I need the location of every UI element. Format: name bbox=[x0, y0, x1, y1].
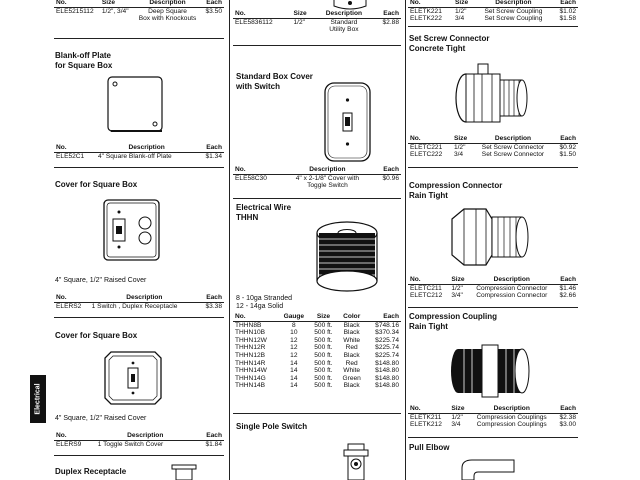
cell-size: 500 ft. bbox=[314, 374, 333, 382]
deep-box-table: No. Size Description Each ELE5215112 1/2", 3/4" Deep Square $3.50 Box with Knockouts bbox=[56, 0, 222, 23]
cell-no: THHN14G bbox=[235, 374, 266, 382]
cell-no: THHN10B bbox=[235, 329, 266, 337]
cell-no: ELETK222 bbox=[410, 15, 442, 23]
cover-duplex-title: Cover for Square Box bbox=[55, 180, 138, 189]
cell-no: ELETC212 bbox=[410, 292, 443, 300]
cell-size: 500 ft. bbox=[314, 367, 333, 375]
cell-no: THHN14W bbox=[235, 367, 267, 375]
table-row bbox=[233, 352, 401, 360]
cell-color: Black bbox=[343, 329, 360, 337]
cell-size: 1/2" bbox=[453, 143, 466, 151]
compression-connector-image bbox=[446, 203, 532, 271]
wire-table: No. Gauge Size Color Each THHN8B 8 500 ft. Black $748.16 THHN10B 10 500 ft. Black $370.34 THHN12W 12 500 ft. White $225.74 THHN12R 12 500 ft. Red $225.74 THHN12B 12 500 ft. Black $225.74 THHN14R 14 500 ft. Red $148.80 THHN14W 14 500 ft. White $148.80 THHN14G 14 500 ft. Green $148.80 THHN14B 14 500 ft. Black $148.80 bbox=[235, 313, 399, 390]
cell-size: 1/2" bbox=[455, 7, 467, 15]
table-row bbox=[408, 15, 578, 23]
cell-price: $225.74 bbox=[375, 336, 399, 344]
table-row bbox=[233, 375, 401, 383]
cover-toggle-title: Cover for Square Box bbox=[55, 331, 138, 340]
compression-connector-title: Compression Connector Rain Tight bbox=[409, 181, 503, 200]
box-cover-image bbox=[322, 80, 374, 164]
cell-no: ELETK211 bbox=[410, 413, 442, 421]
cell-size: 3/4 bbox=[455, 15, 465, 23]
table-row bbox=[408, 284, 578, 292]
divider bbox=[408, 307, 578, 308]
cell-desc: Compression Connector bbox=[476, 284, 548, 292]
cell-price: $148.80 bbox=[375, 374, 399, 382]
cover-toggle-image bbox=[101, 348, 165, 408]
table-row bbox=[233, 367, 401, 375]
cell-desc: Set Screw Coupling bbox=[484, 7, 543, 15]
table-row bbox=[233, 321, 401, 329]
divider bbox=[54, 167, 224, 168]
cell-price: $0.92 bbox=[559, 143, 576, 151]
cell-price: $225.74 bbox=[375, 351, 399, 359]
set-screw-connector-image bbox=[452, 62, 532, 132]
cell-size: 500 ft. bbox=[314, 336, 333, 344]
col-each: Each bbox=[201, 0, 224, 7]
cell-gauge: 10 bbox=[290, 329, 298, 337]
table-row: ELE52C1 4" Square Blank-off Plate $1.34 bbox=[56, 152, 222, 160]
cover-duplex-caption: 4" Square, 1/2" Raised Cover bbox=[55, 277, 147, 284]
compression-coupling-title: Compression Coupling Rain Tight bbox=[409, 312, 497, 331]
cell-no: ELETK221 bbox=[410, 7, 442, 15]
table-row: ELE5215112 1/2", 3/4" Deep Square $3.50 bbox=[56, 7, 222, 15]
divider bbox=[233, 198, 401, 199]
cover-toggle-caption: 4" Square, 1/2" Raised Cover bbox=[55, 415, 147, 422]
table-row bbox=[233, 360, 401, 368]
cell-no: THHN12R bbox=[235, 344, 266, 352]
cell-no: ELETC222 bbox=[410, 151, 443, 159]
cover-toggle-table: No. Description Each ELERS9 1 Toggle Switch Cover $1.84 bbox=[56, 432, 222, 448]
cell-gauge: 14 bbox=[290, 374, 298, 382]
cell-gauge: 14 bbox=[290, 382, 298, 390]
table-row: ELERS9 1 Toggle Switch Cover $1.84 bbox=[56, 440, 222, 448]
pull-elbow-title: Pull Elbow bbox=[409, 443, 450, 452]
wire-title: Electrical Wire THHN bbox=[236, 203, 292, 222]
table-row bbox=[233, 329, 401, 337]
cell-price: $148.80 bbox=[375, 382, 399, 390]
cell-desc: Set Screw Connector bbox=[481, 151, 545, 159]
cover-duplex-image bbox=[101, 197, 163, 263]
set-screw-table: No. Size Description Each ELETC221 1/2" Set Screw Connector $0.92 ELETC222 3/4 Set Screw Connector $1.50 bbox=[410, 135, 576, 159]
cell-color: Red bbox=[345, 359, 358, 367]
cell-size: 1/2" bbox=[451, 413, 463, 421]
compression-connector-table: No. Size Description Each ELETC211 1/2" Compression Connector $1.46 ELETC212 3/4" Compression Connector $2.66 bbox=[410, 276, 576, 300]
col-size: Size bbox=[100, 0, 134, 7]
set-screw-coupling-table: No. Size Description Each ELETK221 1/2" Set Screw Coupling $1.02 ELETK222 3/4 Set Screw Coupling $1.58 bbox=[410, 0, 576, 23]
divider bbox=[408, 26, 578, 27]
table-row bbox=[233, 344, 401, 352]
cell-color: Red bbox=[345, 344, 358, 352]
col-no: No. bbox=[54, 0, 100, 7]
cell-price: $2.66 bbox=[559, 292, 576, 300]
cell-price: $148.80 bbox=[375, 359, 399, 367]
cell-no: ELETC221 bbox=[410, 143, 443, 151]
cell-color: Black bbox=[343, 321, 360, 329]
cell-desc: Set Screw Connector bbox=[481, 143, 545, 151]
cell-size: 3/4 bbox=[453, 151, 464, 159]
divider bbox=[54, 317, 224, 318]
divider bbox=[408, 167, 578, 168]
cell-gauge: 12 bbox=[290, 344, 298, 352]
set-screw-title: Set Screw Connector Concrete Tight bbox=[409, 34, 490, 53]
cell-no: THHN14B bbox=[235, 382, 266, 390]
pole-switch-title: Single Pole Switch bbox=[236, 422, 308, 431]
column-divider bbox=[229, 0, 230, 480]
table-row bbox=[408, 151, 578, 159]
blank-off-title: Blank-off Plate for Square Box bbox=[55, 51, 113, 70]
table-row bbox=[233, 337, 401, 345]
cell-size: 500 ft. bbox=[314, 359, 333, 367]
cell-color: White bbox=[343, 367, 361, 375]
duplex-receptacle-image bbox=[170, 463, 198, 480]
table-row bbox=[408, 7, 578, 15]
cell-gauge: 14 bbox=[290, 367, 298, 375]
cell-size: 3/4 bbox=[451, 421, 461, 429]
cell-size: 500 ft. bbox=[314, 321, 333, 329]
cell-no: ELETC211 bbox=[410, 284, 442, 292]
cell-price: $3.00 bbox=[559, 421, 576, 429]
cell-color: Green bbox=[342, 374, 361, 382]
cell-desc: Compression Connector bbox=[476, 292, 548, 300]
utility-box-image bbox=[330, 0, 370, 10]
blank-off-plate-image bbox=[106, 75, 164, 135]
table-row: ELE5836112 1/2" Standard $2.88 bbox=[235, 18, 399, 26]
blank-off-table: No. Description Each ELE52C1 4" Square Blank-off Plate $1.34 bbox=[56, 144, 222, 160]
compression-coupling-table: No. Size Description Each ELETK211 1/2" Compression Couplings $2.38 ELETK212 3/4 Compression Couplings $3.00 bbox=[410, 405, 576, 429]
cell-desc: Compression Couplings bbox=[476, 421, 547, 429]
utility-box-table: No. Size Description Each ELE5836112 1/2" Standard $2.88 Utility Box bbox=[235, 10, 399, 34]
cell-size: 500 ft. bbox=[314, 382, 333, 390]
cell-size: 500 ft. bbox=[314, 344, 333, 352]
section-tab-electrical[interactable]: Electrical bbox=[30, 375, 46, 423]
table-row bbox=[408, 292, 578, 300]
column-divider bbox=[405, 0, 406, 480]
table-row: ELERS2 1 Switch , Duplex Receptacle $3.38 bbox=[56, 302, 222, 310]
cell-no: THHN8B bbox=[235, 321, 262, 329]
cell-price: $1.58 bbox=[559, 15, 576, 23]
cell-price: $748.16 bbox=[375, 321, 399, 329]
wire-spool-image bbox=[307, 215, 387, 295]
cell-size: 1/2" bbox=[451, 284, 463, 292]
cell-size: 500 ft. bbox=[314, 351, 333, 359]
divider bbox=[233, 45, 401, 46]
pull-elbow-image bbox=[458, 456, 518, 480]
cell-price: $225.74 bbox=[375, 344, 399, 352]
table-row bbox=[408, 421, 578, 429]
cell-desc: Compression Couplings bbox=[476, 413, 547, 421]
cell-price: $370.34 bbox=[375, 329, 399, 337]
divider bbox=[54, 455, 224, 456]
cell-color: White bbox=[343, 336, 361, 344]
divider bbox=[54, 38, 224, 39]
cell-price: $1.02 bbox=[559, 7, 576, 15]
cell-gauge: 12 bbox=[290, 351, 298, 359]
cell-color: Black bbox=[343, 382, 360, 390]
cell-no: ELETK212 bbox=[410, 421, 442, 429]
table-row bbox=[408, 143, 578, 151]
wire-note: 8 - 10ga Stranded 12 - 14ga Solid bbox=[236, 295, 293, 310]
divider bbox=[233, 413, 401, 414]
duplex-receptacle-title: Duplex Receptacle bbox=[55, 467, 127, 476]
compression-coupling-image bbox=[448, 337, 532, 403]
cell-gauge: 12 bbox=[290, 336, 298, 344]
cell-price: $1.46 bbox=[559, 284, 576, 292]
box-cover-title: Standard Box Cover with Switch bbox=[236, 72, 313, 91]
cell-price: $148.80 bbox=[375, 367, 399, 375]
table-row bbox=[408, 413, 578, 421]
divider bbox=[408, 437, 578, 438]
cell-no: THHN12W bbox=[235, 336, 267, 344]
single-pole-switch-image bbox=[336, 440, 376, 480]
cell-color: Black bbox=[343, 351, 360, 359]
cover-duplex-table: No. Description Each ELERS2 1 Switch , Duplex Receptacle $3.38 bbox=[56, 294, 222, 310]
col-description: Description bbox=[134, 0, 202, 7]
cell-no: THHN12B bbox=[235, 351, 266, 359]
cell-size: 500 ft. bbox=[314, 329, 333, 337]
cell-size: 3/4" bbox=[451, 292, 463, 300]
table-row bbox=[233, 382, 401, 390]
cell-desc: Set Screw Coupling bbox=[484, 15, 543, 23]
cell-gauge: 8 bbox=[291, 321, 296, 329]
cell-price: $2.38 bbox=[559, 413, 576, 421]
cell-no: THHN14R bbox=[235, 359, 266, 367]
box-cover-table: No. Description Each ELE58C30 4" x 2-1/8" Cover with $0.96 Toggle Switch bbox=[235, 166, 399, 190]
table-row: ELE58C30 4" x 2-1/8" Cover with $0.96 bbox=[235, 174, 399, 182]
cell-gauge: 14 bbox=[290, 359, 298, 367]
cell-price: $1.50 bbox=[559, 151, 576, 159]
